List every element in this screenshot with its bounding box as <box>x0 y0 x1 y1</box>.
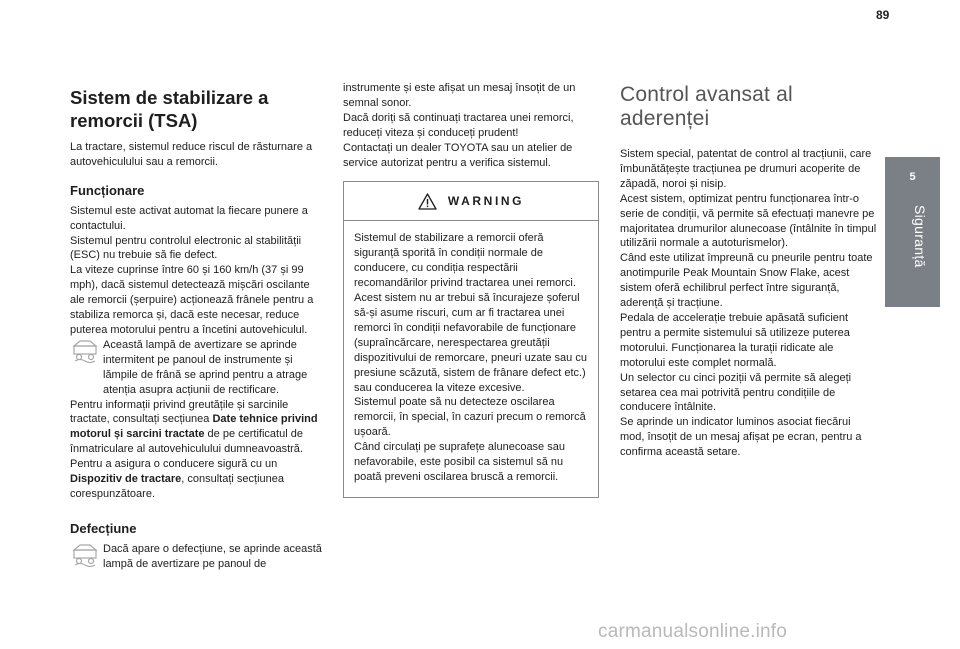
traction-p4: Pedala de accelerație trebuie apăsată suficient pentru a permite sistemului să utilizeze puterea motorului. Funcționarea la turații ridicate ale motorului este complet normală. <box>620 311 850 369</box>
chapter-title: Siguranță <box>912 205 928 268</box>
traction-p2: Acest sistem, optimizat pentru funcționarea într-o serie de condiții, vă permite să efectuați manevre pe majoritatea drumurilor alunecoase (întâlnite în timpul utilizării normale a autoturismelor). <box>620 192 877 250</box>
warning-triangle-icon <box>418 193 437 210</box>
page-number: 89 <box>876 8 890 22</box>
watermark: carmanualsonline.info <box>598 621 788 642</box>
warning-title: WARNING <box>447 193 525 208</box>
col2-p3: Contactați un dealer TOYOTA sau un atelier de service autorizat pentru a verifica sistemul. <box>343 141 573 169</box>
warning-p3: Sistemul poate să nu detecteze oscilarea remorcii, în special, în cazuri precum o remorcă ușoară. <box>354 396 586 439</box>
section-title-traction: Control avansat al aderenței <box>620 83 793 130</box>
lamp-text-defectiune: Dacă apare o defecțiune, se aprinde această lampă de avertizare pe panoul de <box>103 542 322 570</box>
heading-defectiune: Defecțiune <box>70 520 137 536</box>
traction-p6: Se aprinde un indicator luminos asociat fiecărui mod, însoțit de un mesaj afișat pe ecran, pentru a confirma această setare. <box>620 416 862 459</box>
trailer-stability-lamp-icon <box>72 339 98 363</box>
chapter-number: 5 <box>909 171 916 183</box>
warning-p4: Când circulați pe suprafețe alunecoase sau nefavorabile, este posibil ca sistemul să nu poată preveni oscilarea bruscă a remorcii. <box>354 441 565 483</box>
heading-functionare: Funcționare <box>70 182 145 198</box>
column-continuation <box>343 81 599 498</box>
warning-p2: Acest sistem nu ar trebui să încurajeze șoferul să-și asume riscuri, cum ar fi tractarea unei remorci în condiții nefavorabile de funcționare (supraîncărcare, nerespectarea greutății dispozitivului de remorcare, pneuri uzate sau cu presiune scăzută, sistem de frânare defect etc.) sau conducerea la viteze excesive. <box>354 292 587 394</box>
traction-p1: Sistem special, patentat de control al tracțiunii, care îmbunătățește tracțiunea pe drumuri acoperite de zăpadă, noroi și nisip. <box>620 148 872 190</box>
warning-header <box>354 182 588 220</box>
col2-p2: Dacă doriți să continuați tractarea unei remorci, reduceți viteza și conduceți prudent! <box>343 111 574 139</box>
column-tsa <box>70 86 326 572</box>
traction-p5: Un selector cu cinci poziții vă permite să alegeți setarea cea mai potrivită pentru condițiile de conducere întâlnite. <box>620 371 852 414</box>
lamp-text-functionare: Această lampă de avertizare se aprinde intermitent pe panoul de instrumente și lămpile de frână se aprind pentru a atrage atenția asupra acțiunii de rectificare. <box>103 338 308 396</box>
link-dispozitiv-tractare[interactable]: Dispozitiv de tractare <box>70 473 182 486</box>
warning-divider <box>344 220 598 221</box>
lamp-note-defectiune <box>70 542 326 572</box>
link-date-tehnice[interactable]: Date tehnice privind motorul și sarcini tractate <box>70 413 318 441</box>
functionare-p3: La viteze cuprinse între 60 și 160 km/h (37 și 99 mph), dacă sistemul detectează mișcări oscilante ale remorcii (șerpuire) acționează frânele pentru a stabiliza remorca și, dacă este necesar, reduce puterea motorului pentru a încetini autovehiculul. <box>70 264 314 336</box>
warning-p1: Sistemul de stabilizare a remorcii oferă siguranță sporită în condiții normale de conducere, cu condiția respectării recomandărilor privind tractarea unei remorci. <box>354 232 576 290</box>
chapter-tab[interactable] <box>885 157 940 307</box>
functionare-p4: Pentru informații privind greutățile și sarcinile tractate, consultați secțiunea Date tehnice privind motorul și sarcini tractate de pe certificatul de înmatriculare al autovehiculului dumneavoastră. <box>70 398 318 456</box>
trailer-stability-lamp-icon <box>72 543 98 567</box>
functionare-p1: Sistemul este activat automat la fiecare punere a contactului. <box>70 204 308 232</box>
functionare-p2: Sistemul pentru controlul electronic al stabilității (ESC) nu trebuie să fie defect. <box>70 234 302 262</box>
warning-box <box>343 181 599 497</box>
continuation-text: instrumente și este afișat un mesaj însoțit de un semnal sonor. <box>343 82 576 109</box>
column-traction-control <box>620 83 878 460</box>
lamp-note-functionare <box>70 338 326 398</box>
traction-p3: Când este utilizat împreună cu pneurile pentru toate anotimpurile Peak Mountain Snow Flake, acest sistem oferă echilibrul perfect între siguranță, aderență și tracțiune. <box>620 252 873 310</box>
functionare-p5: Pentru a asigura o conducere sigură cu un Dispozitiv de tractare, consultați secțiunea corespunzătoare. <box>70 458 284 500</box>
section-title-tsa: Sistem de stabilizare a remorcii (TSA) <box>70 87 269 131</box>
intro-text: La tractare, sistemul reduce riscul de răsturnare a autovehiculului sau a remorcii. <box>70 141 313 168</box>
